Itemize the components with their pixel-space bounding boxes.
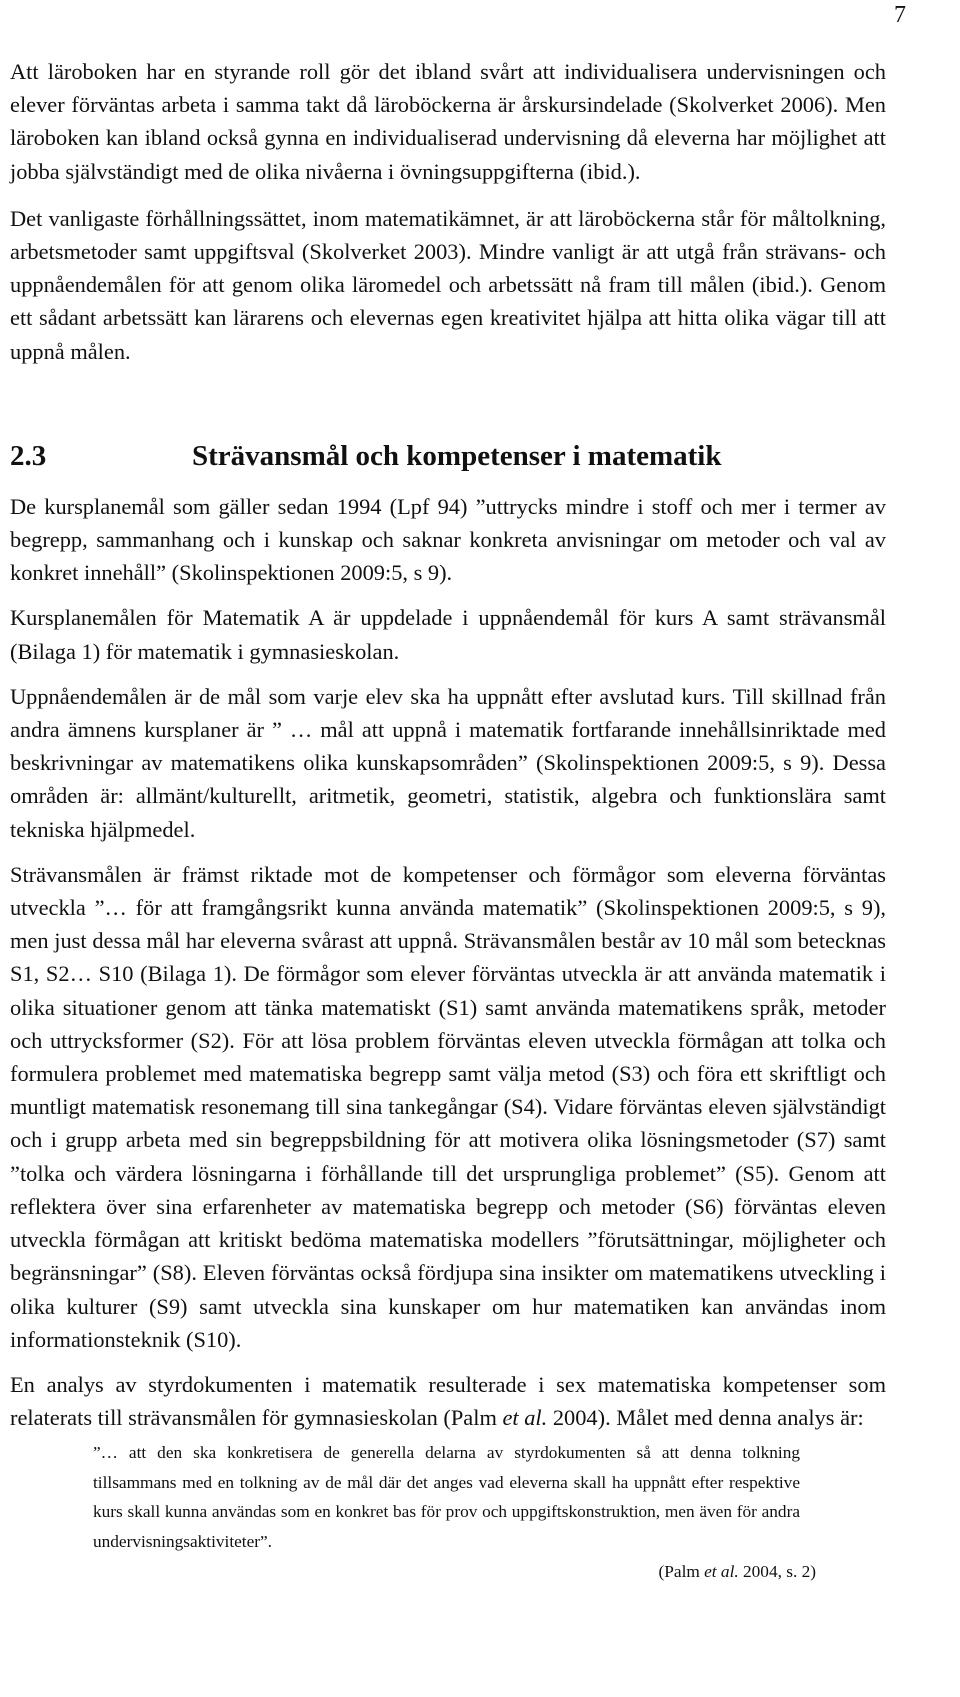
paragraph-matematik-a: Kursplanemålen för Matematik A är uppdelade i uppnåendemål för kurs A samt strävansmål (Bilaga 1) för matematik i gymnasieskolan.: [10, 605, 886, 664]
quote-citation: [10, 1558, 816, 1586]
analys-text-end: 2004). Målet med denna analys är:: [547, 1405, 864, 1431]
paragraph-analys: [10, 1368, 886, 1434]
paragraph-stravansmal: Strävansmålen är främst riktade mot de kompetenser och förmågor som eleverna förväntas utveckla ”… för att framgångsrikt kunna använda matematik” (Skolinspektionen 2009:5, s 9), men just dessa mål har eleverna svårast att uppnå. Strävansmålen består av 10 mål som betecknas S1, S2… S10 (Bilaga 1). De förmågor som elever förväntas utveckla är att använda matematik i olika situationer genom att tänka matematiskt (S1) samt använda matematikens språk, metoder och uttrycksformer (S2). För att lösa problem förväntas eleven utveckla förmågan att tolka och formulera problemet med matematiska begrepp samt välja metod (S3) och föra ett skriftligt och muntligt matematisk resonemang till sina tankegångar (S4). Vidare förväntas eleven självständigt och i grupp arbeta med sin begreppsbildning för att motivera olika lösningsmetoder (S7) samt ”tolka och värdera lösningarna i förhållande till det ursprungliga problemet” (S5). Genom att reflektera över sina erfarenheter av matematiska begrepp och metoder (S6) förväntas eleven utveckla förmågan att kritiskt bedöma matematiska modellers ”förutsättningar, möjligheter och begränsningar” (S8). Eleven förväntas också fördjupa sina insikter om matematikens utveckling i olika kulturer (S9) samt utveckla sina kunskaper om hur matematiken kan användas inom informationsteknik (S10).: [10, 861, 886, 1352]
citation-author: (Palm: [658, 1562, 705, 1582]
paragraph-approach: Det vanligaste förhållningssättet, inom matematikämnet, är att läroböckerna står för måltolkning, arbetsmetoder samt uppgiftsval (Skolverket 2003). Mindre vanligt är att utgå från strävans- och uppnåendemålen för att genom olika läromedel och arbetssätt nå fram till målen (ibid.). Genom ett sådant arbetssätt kan lärarens och elevernas egen kreativitet hjälpa att hitta olika vägar till att uppnå målen.: [10, 205, 886, 364]
citation-year-page: 2004, s. 2): [738, 1562, 816, 1582]
block-quote: ”… att den ska konkretisera de generella delarna av styrdokumenten så att denna tolkning tillsammans med en tolkning av de mål där det anges vad eleverna skall ha uppnått efter respektive kurs skall kunna användas som en konkret bas för prov och uppgiftskonstruktion, men även för andra undervisningsaktiviteter”.: [93, 1443, 800, 1551]
paragraph-textbook-role: Att läroboken har en styrande roll gör det ibland svårt att individualisera undervisningen och elever förväntas arbeta i samma takt då läroböckerna är årskursindelade (Skolverket 2006). Men läroboken kan ibland också gynna en individualiserad undervisning då eleverna har möjlighet att jobba självständigt med de olika nivåerna i övningsuppgifterna (ibid.).: [10, 59, 886, 184]
analys-text-start: En analys av styrdokumenten i matematik resulterade i sex matematiska kompetenser som relaterats till strävansmålen för gymnasieskolan (Palm: [10, 1371, 886, 1431]
section-title: Strävansmål och kompetenser i matematik: [192, 439, 722, 472]
citation-et-al: et al.: [704, 1562, 739, 1582]
paragraph-kursplanemal: De kursplanemål som gäller sedan 1994 (Lpf 94) ”uttrycks mindre i stoff och mer i termer av begrepp, sammanhang och i kunskap och saknar konkreta anvisningar om metoder och val av konkret innehåll” (Skolinspektionen 2009:5, s 9).: [10, 493, 886, 586]
document-body: [10, 55, 886, 1586]
analys-et-al: et al.: [502, 1405, 548, 1431]
section-number: 2.3: [10, 439, 47, 472]
paragraph-uppnaendemal: Uppnåendemålen är de mål som varje elev ska ha uppnått efter avslutad kurs. Till skillnad från andra ämnens kursplaner är ” … mål att uppnå i matematik fortfarande innehållsinriktade med beskrivningar av matematikens olika kunskapsområden” (Skolinspektionen 2009:5, s 9). Dessa områden är: allmänt/kulturellt, aritmetik, geometri, statistik, algebra och funktionslära samt tekniska hjälpmedel.: [10, 683, 886, 842]
section-heading: [10, 436, 886, 476]
page-number: 7: [894, 2, 906, 28]
